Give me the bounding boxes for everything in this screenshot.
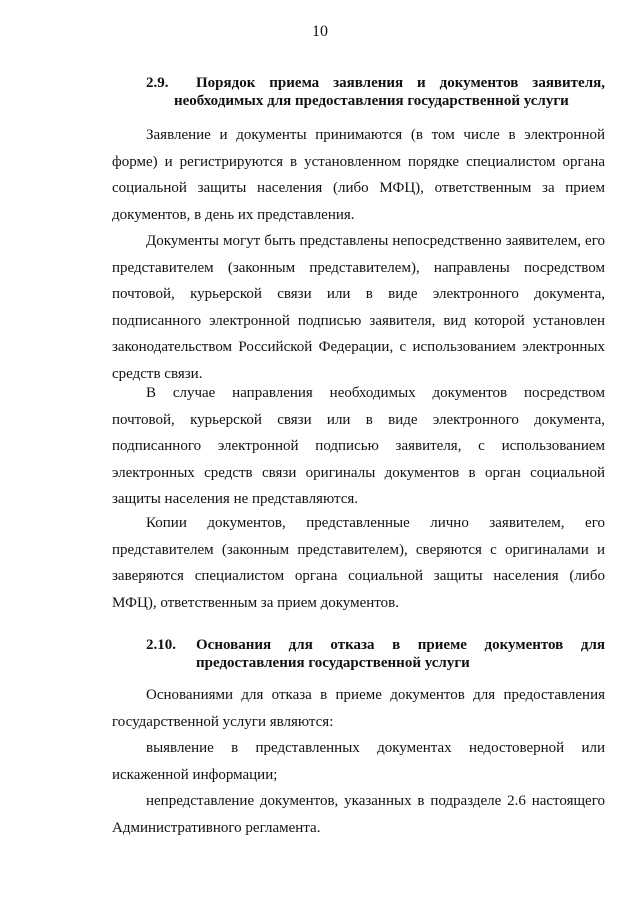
section-2-9-heading [146, 74, 605, 110]
page-number: 10 [312, 23, 328, 40]
paragraph: В случае направления необходимых документов посредством почтовой, курьерской связи или в виде электронного документа, подписанного электронной подписью заявителя, с использованием электронных средств связи оригиналы документов в орган социальной защиты населения не представляются. [112, 385, 605, 507]
paragraph: непредставление документов, указанных в подразделе 2.6 настоящего Административного регламента. [112, 793, 605, 836]
section-title-line1: Порядок приема заявления и документов заявителя, [196, 75, 605, 91]
section-2-10-heading [146, 636, 605, 672]
section-title-line2: необходимых для предоставления государственной услуги [174, 93, 569, 109]
paragraph: Заявление и документы принимаются (в том числе в электронной форме) и регистрируются в установленном порядке специалистом органа социальной защиты населения (либо МФЦ), ответственным за прием документов, в день их представления. [112, 127, 605, 223]
paragraph: выявление в представленных документах недостоверной или искаженной информации; [112, 740, 605, 783]
section-number: 2.9. [146, 75, 169, 91]
section-title-line1: Основания для отказа в приеме документов для [196, 637, 605, 653]
section-number: 2.10. [146, 637, 176, 653]
paragraph: Копии документов, представленные лично заявителем, его представителем (законным представителем), сверяются с оригиналами и заверяются специалистом органа социальной защиты населения (либо МФЦ), ответственным за прием документов. [112, 515, 605, 611]
paragraph: Основаниями для отказа в приеме документов для предоставления государственной услуги являются: [112, 687, 605, 730]
section-title-line2: предоставления государственной услуги [196, 655, 470, 671]
paragraph: Документы могут быть представлены непосредственно заявителем, его представителем (законным представителем), направлены посредством почтовой, курьерской связи или в виде электронного документа, подписанного электронной подписью заявителя, вид которой установлен законодательством Российской Федерации, с использованием электронных средств связи. [112, 233, 605, 382]
